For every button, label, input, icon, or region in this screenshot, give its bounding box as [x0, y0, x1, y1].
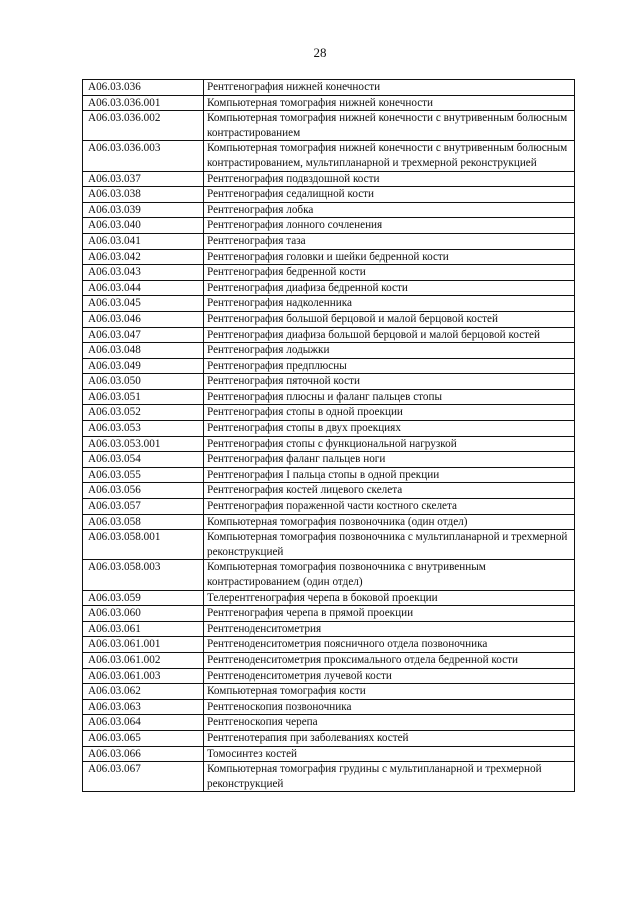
table-row — [83, 374, 575, 390]
procedure-name: Рентгенография головки и шейки бедренной кости — [204, 249, 575, 265]
procedure-name: Рентгеноденситометрия — [204, 621, 575, 637]
procedure-code: A06.03.061.001 — [83, 637, 204, 653]
table-row — [83, 95, 575, 111]
procedure-name: Рентгеноденситометрия проксимального отдела бедренной кости — [204, 652, 575, 668]
procedure-name: Компьютерная томография позвоночника (один отдел) — [204, 514, 575, 530]
table-row — [83, 218, 575, 234]
procedure-name: Рентгенография надколенника — [204, 296, 575, 312]
procedure-code: A06.03.036.001 — [83, 95, 204, 111]
procedure-name: Рентгенография фаланг пальцев ноги — [204, 452, 575, 468]
procedure-name: Рентгенография диафиза бедренной кости — [204, 280, 575, 296]
procedure-code: A06.03.045 — [83, 296, 204, 312]
procedure-name: Рентгенография нижней конечности — [204, 80, 575, 96]
table-row — [83, 730, 575, 746]
table-row — [83, 668, 575, 684]
table-row — [83, 280, 575, 296]
table-row — [83, 327, 575, 343]
procedure-name: Рентгенография лобка — [204, 202, 575, 218]
procedure-name: Томосинтез костей — [204, 746, 575, 762]
table-row — [83, 311, 575, 327]
procedure-code: A06.03.062 — [83, 684, 204, 700]
procedure-code: A06.03.050 — [83, 374, 204, 390]
table-row — [83, 389, 575, 405]
procedure-name: Рентгенография черепа в прямой проекции — [204, 606, 575, 622]
table-row — [83, 530, 575, 560]
procedure-code: A06.03.057 — [83, 499, 204, 515]
procedure-code: A06.03.063 — [83, 699, 204, 715]
table-row — [83, 421, 575, 437]
page-number: 28 — [313, 45, 327, 60]
procedure-name: Компьютерная томография кости — [204, 684, 575, 700]
procedure-code: A06.03.059 — [83, 590, 204, 606]
procedure-name: Рентгенография седалищной кости — [204, 187, 575, 203]
procedure-code: A06.03.042 — [83, 249, 204, 265]
procedure-name: Компьютерная томография нижней конечности с внутривенным болюсным контрастированием — [204, 111, 575, 141]
procedure-name: Рентгенография I пальца стопы в одной прекции — [204, 467, 575, 483]
procedure-name: Рентгенография подвздошной кости — [204, 171, 575, 187]
procedure-code: A06.03.053 — [83, 421, 204, 437]
procedure-code: A06.03.060 — [83, 606, 204, 622]
procedure-name: Компьютерная томография грудины с мультипланарной и трехмерной реконструкцией — [204, 762, 575, 792]
procedure-name: Рентгенография лодыжки — [204, 343, 575, 359]
table-row — [83, 296, 575, 312]
table-row — [83, 233, 575, 249]
procedure-name: Компьютерная томография позвоночника с внутривенным контрастированием (один отдел) — [204, 560, 575, 590]
table-row — [83, 467, 575, 483]
procedure-code: A06.03.037 — [83, 171, 204, 187]
table-row — [83, 187, 575, 203]
table-row — [83, 483, 575, 499]
procedure-name: Компьютерная томография нижней конечности — [204, 95, 575, 111]
table-row — [83, 171, 575, 187]
procedure-name: Рентгенотерапия при заболеваниях костей — [204, 730, 575, 746]
procedure-code: A06.03.053.001 — [83, 436, 204, 452]
procedure-name: Компьютерная томография позвоночника с мультипланарной и трехмерной реконструкцией — [204, 530, 575, 560]
table-row — [83, 265, 575, 281]
procedure-name: Рентгенография диафиза большой берцовой и малой берцовой костей — [204, 327, 575, 343]
table-row — [83, 684, 575, 700]
procedure-code: A06.03.055 — [83, 467, 204, 483]
table-row — [83, 762, 575, 792]
procedure-code: A06.03.036 — [83, 80, 204, 96]
table-row — [83, 637, 575, 653]
table-row — [83, 606, 575, 622]
table-row — [83, 514, 575, 530]
table-row — [83, 80, 575, 96]
procedure-code: A06.03.056 — [83, 483, 204, 499]
procedure-name: Рентгенография стопы в одной проекции — [204, 405, 575, 421]
procedure-table — [82, 79, 575, 792]
procedure-code: A06.03.051 — [83, 389, 204, 405]
procedure-name: Телерентгенография черепа в боковой проекции — [204, 590, 575, 606]
procedure-code: A06.03.058 — [83, 514, 204, 530]
table-row — [83, 560, 575, 590]
procedure-code: A06.03.046 — [83, 311, 204, 327]
procedure-code: A06.03.048 — [83, 343, 204, 359]
table-row — [83, 343, 575, 359]
procedure-code: A06.03.043 — [83, 265, 204, 281]
procedure-code: A06.03.054 — [83, 452, 204, 468]
procedure-code: A06.03.044 — [83, 280, 204, 296]
procedure-name: Рентгеноденситометрия лучевой кости — [204, 668, 575, 684]
procedure-code: A06.03.065 — [83, 730, 204, 746]
procedure-code: A06.03.036.002 — [83, 111, 204, 141]
procedure-code: A06.03.039 — [83, 202, 204, 218]
procedure-name: Рентгенография стопы в двух проекциях — [204, 421, 575, 437]
table-row — [83, 141, 575, 171]
procedure-name: Рентгенография лонного сочленения — [204, 218, 575, 234]
procedure-code: A06.03.061.002 — [83, 652, 204, 668]
procedure-code: A06.03.052 — [83, 405, 204, 421]
table-row — [83, 202, 575, 218]
procedure-code: A06.03.040 — [83, 218, 204, 234]
procedure-code: A06.03.066 — [83, 746, 204, 762]
table-row — [83, 652, 575, 668]
procedure-code: A06.03.058.003 — [83, 560, 204, 590]
procedure-name: Рентгенография бедренной кости — [204, 265, 575, 281]
table-row — [83, 111, 575, 141]
procedure-name: Рентгеноскопия позвоночника — [204, 699, 575, 715]
procedure-code: A06.03.049 — [83, 358, 204, 374]
table-row — [83, 358, 575, 374]
procedure-table-body — [83, 80, 575, 792]
procedure-name: Рентгеноскопия черепа — [204, 715, 575, 731]
procedure-code: A06.03.038 — [83, 187, 204, 203]
table-row — [83, 746, 575, 762]
procedure-code: A06.03.058.001 — [83, 530, 204, 560]
table-row — [83, 452, 575, 468]
table-row — [83, 715, 575, 731]
procedure-code: A06.03.041 — [83, 233, 204, 249]
procedure-code: A06.03.064 — [83, 715, 204, 731]
procedure-code: A06.03.047 — [83, 327, 204, 343]
table-row — [83, 499, 575, 515]
table-row — [83, 436, 575, 452]
procedure-name: Рентгенография плюсны и фаланг пальцев стопы — [204, 389, 575, 405]
table-row — [83, 590, 575, 606]
procedure-code: A06.03.061.003 — [83, 668, 204, 684]
table-row — [83, 405, 575, 421]
procedure-name: Рентгенография стопы с функциональной нагрузкой — [204, 436, 575, 452]
procedure-code: A06.03.067 — [83, 762, 204, 792]
procedure-name: Рентгенография пораженной части костного скелета — [204, 499, 575, 515]
table-row — [83, 699, 575, 715]
table-row — [83, 621, 575, 637]
table-row — [83, 249, 575, 265]
procedure-code: A06.03.036.003 — [83, 141, 204, 171]
procedure-name: Рентгенография предплюсны — [204, 358, 575, 374]
procedure-name: Рентгеноденситометрия поясничного отдела позвоночника — [204, 637, 575, 653]
procedure-name: Рентгенография пяточной кости — [204, 374, 575, 390]
procedure-name: Рентгенография таза — [204, 233, 575, 249]
procedure-name: Рентгенография большой берцовой и малой берцовой костей — [204, 311, 575, 327]
procedure-name: Рентгенография костей лицевого скелета — [204, 483, 575, 499]
procedure-code: A06.03.061 — [83, 621, 204, 637]
procedure-name: Компьютерная томография нижней конечности с внутривенным болюсным контрастированием, мультипланарной и трехмерной реконструкцией — [204, 141, 575, 171]
